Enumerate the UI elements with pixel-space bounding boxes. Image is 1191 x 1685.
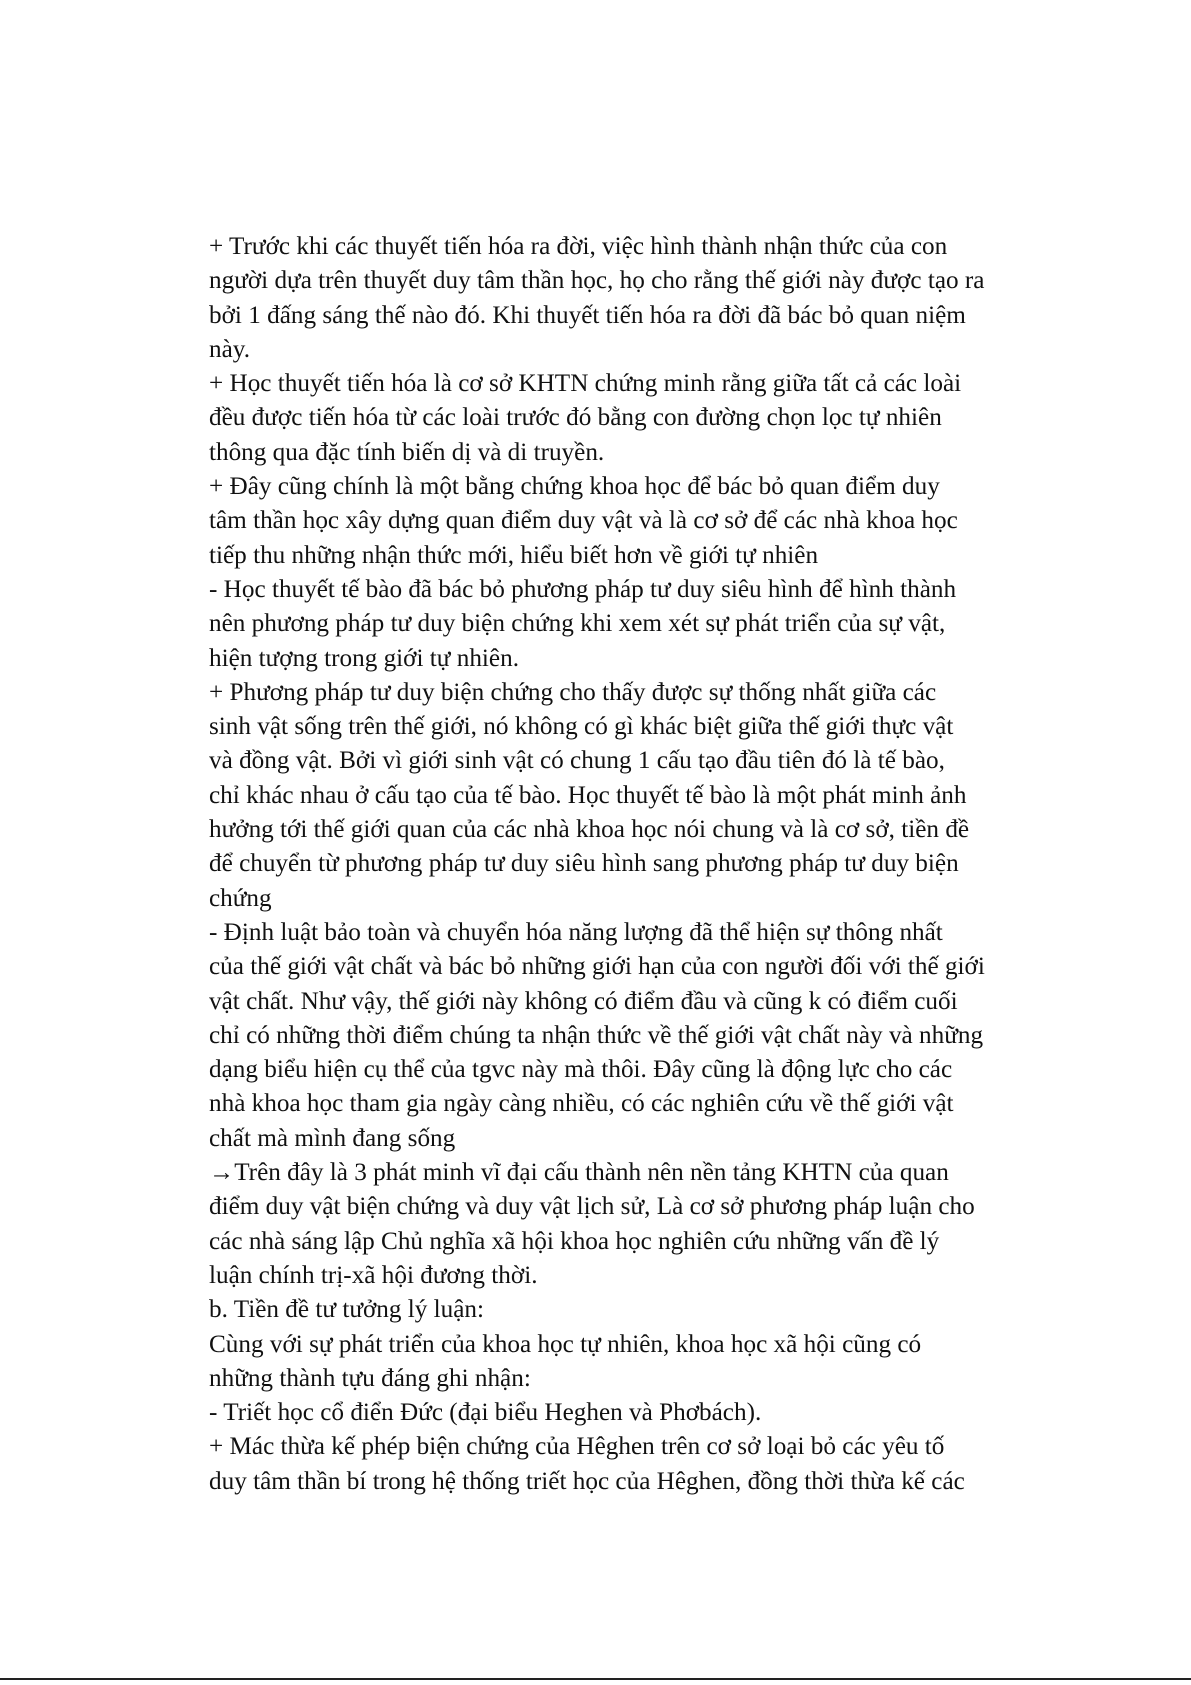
text-line: đều được tiến hóa từ các loài trước đó bằng con đường chọn lọc tự nhiên	[209, 404, 942, 432]
text-line: điểm duy vật biện chứng và duy vật lịch sử, Là cơ sở phương pháp luận cho	[209, 1193, 975, 1221]
page-bottom-rule	[0, 1678, 1191, 1680]
text-line: + Trước khi các thuyết tiến hóa ra đời, việc hình thành nhận thức của con	[209, 233, 948, 260]
text-line: này.	[209, 335, 251, 363]
text-line: nên phương pháp tư duy biện chứng khi xem xét sự phát triển của sự vật,	[209, 610, 946, 638]
text-line: nhà khoa học tham gia ngày càng nhiều, có các nghiên cứu về thế giới vật	[209, 1090, 954, 1118]
text-line: sinh vật sống trên thế giới, nó không có gì khác biệt giữa thế giới thực vật	[209, 713, 954, 741]
text-line: - Học thuyết tế bào đã bác bỏ phương pháp tư duy siêu hình để hình thành	[209, 575, 957, 603]
text-line: các nhà sáng lập Chủ nghĩa xã hội khoa học nghiên cứu những vấn đề lý	[209, 1227, 940, 1255]
text-line: vật chất. Như vậy, thế giới này không có điểm đầu và cũng k có điểm cuối	[209, 987, 958, 1015]
text-line: chứng	[209, 884, 272, 912]
text-line: hưởng tới thế giới quan của các nhà khoa học nói chung và là cơ sở, tiền đề	[209, 816, 970, 844]
text-line: →Trên đây là 3 phát minh vĩ đại cấu thành nên nền tảng KHTN của quan	[209, 1159, 949, 1187]
text-line: người dựa trên thuyết duy tâm thần học, họ cho rằng thế giới này được tạo ra	[209, 267, 985, 295]
text-line: những thành tựu đáng ghi nhận:	[209, 1364, 531, 1392]
text-line: tâm thần học xây dựng quan điểm duy vật và là cơ sở để các nhà khoa học	[209, 507, 958, 535]
text-line: của thế giới vật chất và bác bỏ những giới hạn của con người đối với thế giới	[209, 953, 985, 981]
text-line: + Phương pháp tư duy biện chứng cho thấy được sự thống nhất giữa các	[209, 678, 937, 706]
text-line: Cùng với sự phát triển của khoa học tự nhiên, khoa học xã hội cũng có	[209, 1330, 922, 1358]
text-line: chất mà mình đang sống	[209, 1124, 456, 1152]
text-line: tiếp thu những nhận thức mới, hiểu biết hơn về giới tự nhiên	[209, 541, 819, 569]
text-line: + Mác thừa kế phép biện chứng của Hêghen trên cơ sở loại bỏ các yêu tố	[209, 1433, 945, 1461]
text-line: + Đây cũng chính là một bằng chứng khoa học để bác bỏ quan điểm duy	[209, 473, 940, 501]
text-line: chỉ có những thời điểm chúng ta nhận thức về thế giới vật chất này và những	[209, 1021, 984, 1049]
text-line: - Triết học cổ điển Đức (đại biểu Heghen và Phơbách).	[209, 1399, 762, 1427]
text-line: - Định luật bảo toàn và chuyển hóa năng lượng đã thể hiện sự thông nhất	[209, 918, 943, 946]
text-line: và đồng vật. Bởi vì giới sinh vật có chung 1 cấu tạo đầu tiên đó là tế bào,	[209, 747, 945, 775]
text-line: b. Tiền đề tư tưởng lý luận:	[209, 1296, 485, 1324]
text-line: chỉ khác nhau ở cấu tạo của tế bào. Học thuyết tế bào là một phát minh ảnh	[209, 781, 967, 809]
text-line: duy tâm thần bí trong hệ thống triết học của Hêghen, đồng thời thừa kế các	[209, 1467, 965, 1495]
document-body	[209, 230, 1059, 1499]
text-line: thông qua đặc tính biến dị và di truyền.	[209, 438, 605, 466]
text-line: + Học thuyết tiến hóa là cơ sở KHTN chứng minh rằng giữa tất cả các loài	[209, 370, 962, 398]
text-line: hiện tượng trong giới tự nhiên.	[209, 644, 519, 672]
text-line: để chuyển từ phương pháp tư duy siêu hình sang phương pháp tư duy biện	[209, 850, 959, 878]
text-line: dạng biểu hiện cụ thể của tgvc này mà thôi. Đây cũng là động lực cho các	[209, 1056, 953, 1084]
text-line: bởi 1 đấng sáng thế nào đó. Khi thuyết tiến hóa ra đời đã bác bỏ quan niệm	[209, 301, 966, 329]
text-line: luận chính trị-xã hội đương thời.	[209, 1261, 538, 1289]
